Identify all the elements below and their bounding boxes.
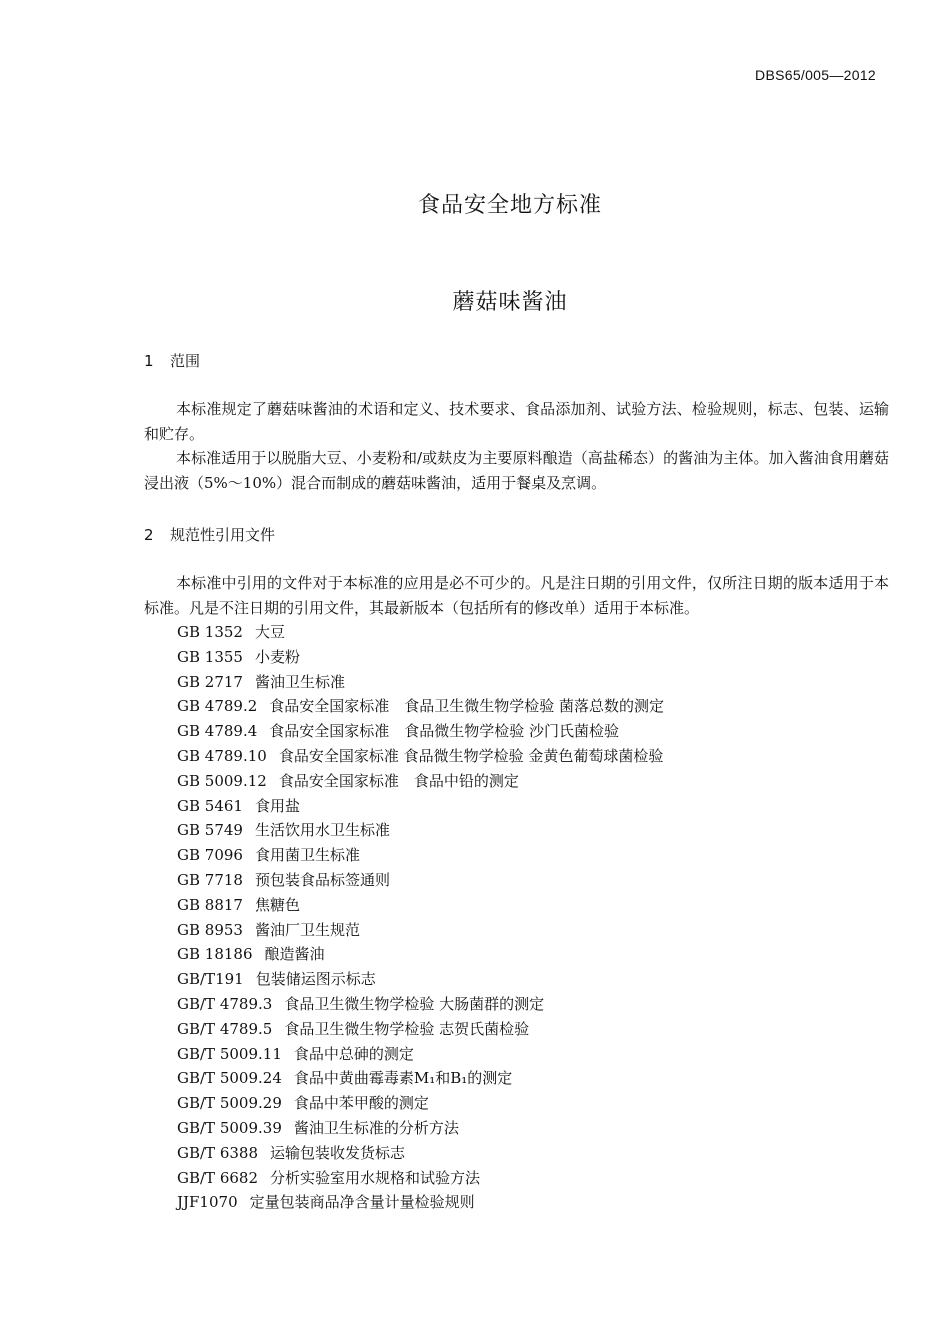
reference-item: [177, 794, 664, 819]
reference-title: 食品卫生微生物学检验 大肠菌群的测定: [284, 994, 545, 1013]
reference-code: GB 1355: [177, 647, 243, 666]
reference-title: 分析实验室用水规格和试验方法: [270, 1168, 481, 1187]
reference-item: [177, 744, 664, 769]
paragraph: 本标准适用于以脱脂大豆、小麦粉和/或麸皮为主要原料酿造（高盐稀态）的酱油为主体。加入酱油食用蘑菇浸出液（5%～10%）混合而制成的蘑菇味酱油，适用于餐桌及烹调。: [144, 449, 889, 492]
reference-code: GB/T 4789.3: [177, 994, 273, 1013]
reference-code: GB/T 6388: [177, 1143, 259, 1162]
references-intro: [144, 571, 889, 620]
reference-item: [177, 1166, 664, 1191]
reference-item: [177, 967, 664, 992]
reference-item: [177, 868, 664, 893]
reference-code: GB/T 6682: [177, 1168, 259, 1187]
reference-code: GB 1352: [177, 623, 243, 641]
reference-title: 食用盐: [254, 796, 300, 815]
reference-code: GB 8817: [177, 895, 243, 914]
reference-title: 生活饮用水卫生标准: [254, 821, 390, 840]
reference-code: GB 2717: [177, 672, 243, 691]
reference-item: [177, 694, 664, 719]
reference-item: [177, 992, 664, 1017]
reference-title: 酱油卫生标准: [254, 672, 345, 691]
reference-item: [177, 1116, 664, 1141]
scope-body: [144, 397, 889, 495]
reference-item: [177, 893, 664, 918]
reference-title: 酱油厂卫生规范: [254, 920, 360, 939]
reference-item: [177, 670, 664, 695]
reference-code: GB 8953: [177, 920, 243, 939]
section-heading-scope: [144, 350, 200, 371]
section-number: 2: [144, 526, 154, 544]
reference-title: 大豆: [254, 623, 285, 641]
document-code: DBS65/005—2012: [755, 67, 876, 83]
reference-title: 食品安全国家标准 食品中铅的测定: [278, 771, 519, 790]
reference-code: GB 4789.10: [177, 746, 267, 765]
reference-item: [177, 1017, 664, 1042]
section-heading-normative-references: [144, 524, 275, 545]
reference-code: GB/T 4789.5: [177, 1019, 273, 1038]
reference-title: 焦糖色: [254, 895, 300, 914]
paragraph: 本标准规定了蘑菇味酱油的术语和定义、技术要求、食品添加剂、试验方法、检验规则，标志、包装、运输和贮存。: [144, 400, 889, 443]
reference-title: 预包装食品标签通则: [254, 870, 390, 889]
standard-name-title: 蘑菇味酱油: [452, 290, 568, 315]
reference-title: 食品安全国家标准 食品微生物学检验 沙门氏菌检验: [269, 722, 620, 741]
paragraph: 本标准中引用的文件对于本标准的应用是必不可少的。凡是注日期的引用文件，仅所注日期的版本适用于本标准。凡是不注日期的引用文件，其最新版本（包括所有的修改单）适用于本标准。: [144, 574, 889, 617]
reference-item: [177, 1190, 664, 1215]
reference-code: JJF1070: [177, 1193, 238, 1212]
reference-item: [177, 1042, 664, 1067]
reference-title: 包装储运图示标志: [255, 970, 376, 989]
section-number: 1: [144, 352, 154, 370]
reference-title: 食品中黄曲霉毒素M₁和B₁的测定: [293, 1069, 513, 1088]
reference-title: 食品安全国家标准 食品微生物学检验 金黄色葡萄球菌检验: [278, 746, 664, 765]
reference-item: [177, 843, 664, 868]
reference-item: [177, 942, 664, 967]
reference-code: GB/T 5009.24: [177, 1069, 282, 1088]
reference-code: GB 7096: [177, 846, 243, 865]
reference-code: GB 4789.2: [177, 697, 258, 716]
reference-title: 食品卫生微生物学检验 志贺氏菌检验: [284, 1019, 530, 1038]
standard-category-title: 食品安全地方标准: [417, 193, 602, 218]
reference-title: 小麦粉: [254, 647, 300, 666]
section-title: 规范性引用文件: [170, 526, 276, 544]
reference-code: GB/T191: [177, 970, 244, 989]
reference-list: [177, 620, 664, 1215]
reference-title: 定量包装商品净含量计量检验规则: [249, 1193, 475, 1212]
reference-title: 酱油卫生标准的分析方法: [293, 1118, 459, 1137]
reference-code: GB/T 5009.11: [177, 1044, 282, 1063]
reference-item: [177, 769, 664, 794]
reference-code: GB 5461: [177, 796, 243, 815]
reference-code: GB 5749: [177, 821, 243, 840]
reference-code: GB/T 5009.29: [177, 1094, 282, 1113]
reference-code: GB 4789.4: [177, 722, 258, 741]
reference-code: GB 7718: [177, 870, 243, 889]
reference-item: [177, 719, 664, 744]
reference-item: [177, 918, 664, 943]
reference-item: [177, 620, 664, 645]
reference-title: 食用菌卫生标准: [254, 846, 360, 865]
reference-item: [177, 1141, 664, 1166]
reference-item: [177, 1091, 664, 1116]
reference-code: GB 18186: [177, 945, 253, 964]
reference-item: [177, 645, 664, 670]
reference-title: 食品中总砷的测定: [293, 1044, 414, 1063]
reference-title: 食品中苯甲酸的测定: [293, 1094, 429, 1113]
section-title: 范围: [170, 352, 201, 370]
reference-title: 酿造酱油: [264, 945, 325, 964]
reference-title: 食品安全国家标准 食品卫生微生物学检验 菌落总数的测定: [269, 697, 665, 716]
reference-title: 运输包装收发货标志: [270, 1143, 406, 1162]
reference-code: GB 5009.12: [177, 771, 267, 790]
reference-code: GB/T 5009.39: [177, 1118, 282, 1137]
reference-item: [177, 818, 664, 843]
reference-item: [177, 1066, 664, 1091]
